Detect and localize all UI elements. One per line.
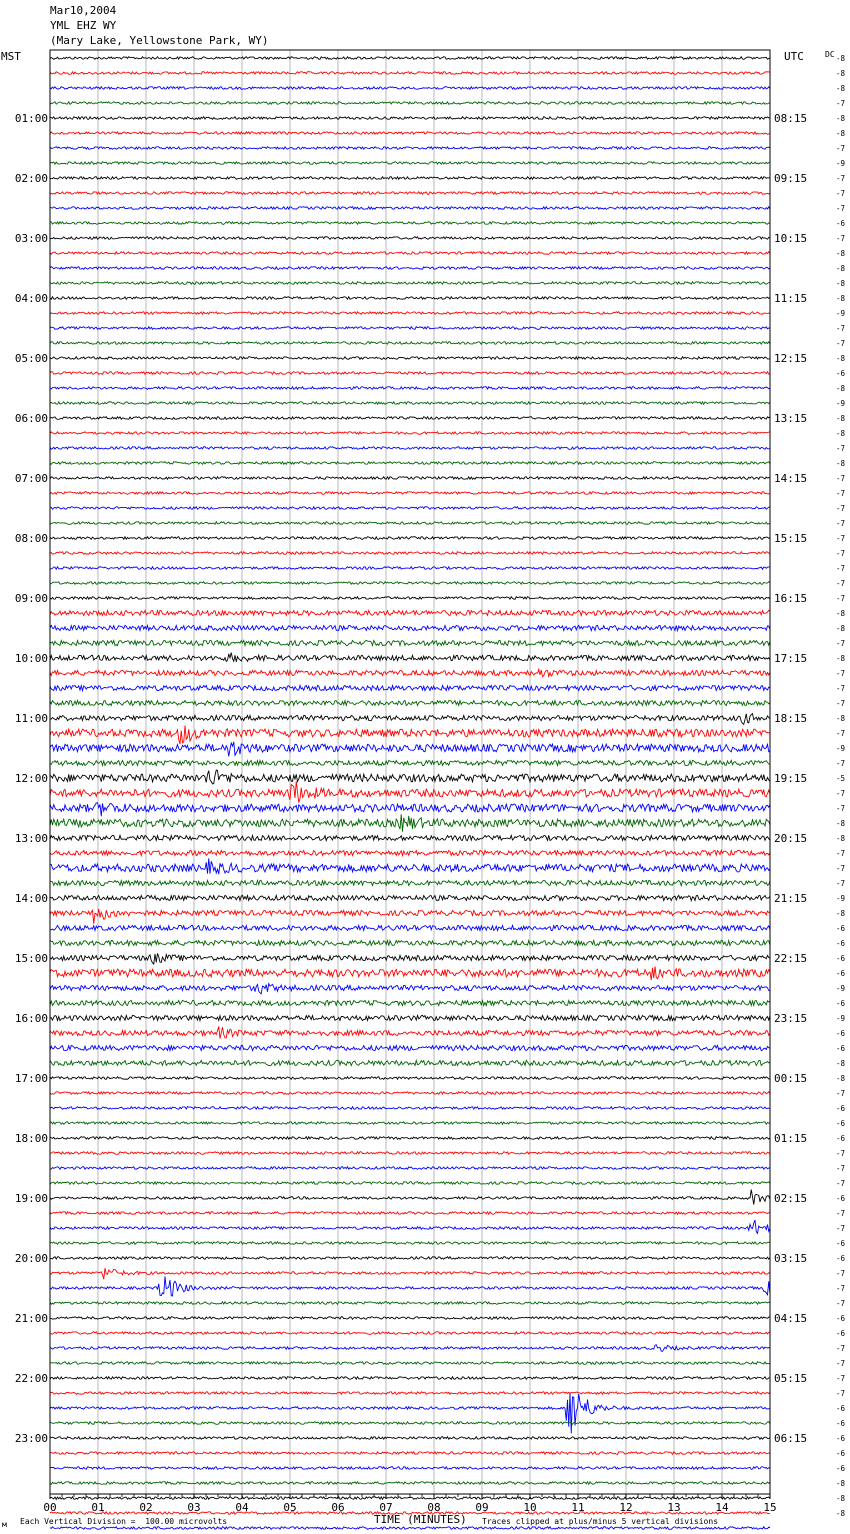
right-hour-label: 10:15 — [774, 232, 808, 245]
left-hour-label: 09:00 — [14, 592, 48, 605]
dc-offset-value: -7 — [836, 729, 846, 738]
dc-offset-value: -8 — [836, 1479, 846, 1488]
right-hour-label: 17:15 — [774, 652, 808, 665]
trace-17 — [50, 312, 770, 315]
hour-labels — [15, 54, 846, 1518]
right-hour-label: 03:15 — [774, 1252, 808, 1265]
x-tick-label-06: 06 — [331, 1501, 345, 1514]
trace-10 — [50, 207, 770, 210]
dc-offset-value: -6 — [836, 1104, 846, 1113]
dc-offset-value: -6 — [836, 1029, 846, 1038]
x-axis-title: TIME (MINUTES) — [374, 1513, 467, 1526]
right-hour-label: 01:15 — [774, 1132, 808, 1145]
trace-16 — [50, 297, 770, 300]
dc-offset-value: -7 — [836, 1164, 846, 1173]
left-hour-label: 01:00 — [14, 112, 48, 125]
dc-offset-value: -7 — [836, 489, 846, 498]
dc-offset-value: -7 — [836, 789, 846, 798]
dc-offset-value: -6 — [836, 1194, 846, 1203]
right-hour-label: 16:15 — [774, 592, 808, 605]
dc-offset-value: -6 — [836, 1329, 846, 1338]
trace-44 — [50, 714, 770, 725]
trace-39 — [50, 640, 770, 645]
dc-offset-value: -7 — [836, 549, 846, 558]
trace-11 — [50, 222, 770, 225]
left-hour-label: 04:00 — [14, 292, 48, 305]
dc-offset-value: -6 — [836, 969, 846, 978]
x-tick-label-02: 02 — [139, 1501, 153, 1514]
trace-59 — [50, 940, 770, 945]
dc-offset-value: -7 — [836, 639, 846, 648]
dc-offset-value: -7 — [836, 1269, 846, 1278]
dc-offset-value: -8 — [836, 1059, 846, 1068]
dc-offset-value: -7 — [836, 1089, 846, 1098]
trace-3 — [50, 102, 770, 105]
dc-offset-value: -6 — [836, 1314, 846, 1323]
trace-89 — [50, 1392, 770, 1395]
left-hour-label: 06:00 — [14, 412, 48, 425]
dc-offset-value: -6 — [836, 1404, 846, 1413]
footer-mark: м — [2, 1520, 7, 1529]
dc-offset-value: -7 — [836, 144, 846, 153]
dc-offset-value: -9 — [836, 309, 846, 318]
trace-43 — [50, 700, 770, 705]
trace-38 — [50, 625, 770, 630]
dc-offset-value: -6 — [836, 1044, 846, 1053]
trace-13 — [50, 252, 770, 255]
dc-offset-value: -8 — [836, 459, 846, 468]
dc-offset-value: -8 — [836, 1074, 846, 1083]
trace-82 — [50, 1276, 770, 1295]
x-tick-label-01: 01 — [91, 1501, 105, 1514]
dc-offset-value: -7 — [836, 339, 846, 348]
x-tick-label-14: 14 — [715, 1501, 729, 1514]
trace-87 — [50, 1362, 770, 1365]
dc-offset-value: -7 — [836, 504, 846, 513]
x-tick-label-07: 07 — [379, 1501, 393, 1514]
dc-offset-value: -8 — [836, 264, 846, 273]
dc-offset-value: -7 — [836, 759, 846, 768]
trace-57 — [50, 909, 770, 924]
x-tick-label-10: 10 — [523, 1501, 537, 1514]
dc-offset-value: -7 — [836, 1389, 846, 1398]
trace-54 — [50, 858, 770, 874]
trace-27 — [50, 462, 770, 465]
left-hour-label: 08:00 — [14, 532, 48, 545]
x-tick-label-15: 15 — [763, 1501, 777, 1514]
right-hour-label: 13:15 — [774, 412, 808, 425]
dc-offset-value: -7 — [836, 1224, 846, 1233]
trace-73 — [50, 1152, 770, 1155]
trace-90 — [50, 1393, 770, 1433]
trace-29 — [50, 492, 770, 495]
dc-offset-value: -7 — [836, 804, 846, 813]
trace-52 — [50, 835, 770, 840]
chart-title-station: YML EHZ WY — [50, 19, 117, 32]
right-hour-label: 15:15 — [774, 532, 808, 545]
dc-offset-value: -6 — [836, 924, 846, 933]
right-hour-label: 11:15 — [774, 292, 808, 305]
dc-offset-value: -7 — [836, 324, 846, 333]
right-hour-label: 20:15 — [774, 832, 808, 845]
trace-93 — [50, 1452, 770, 1455]
dc-offset-value: -7 — [836, 534, 846, 543]
trace-31 — [50, 522, 770, 525]
plot-frame — [50, 50, 770, 1494]
x-tick-label-04: 04 — [235, 1501, 249, 1514]
trace-95 — [50, 1482, 770, 1485]
dc-offset-value: -7 — [836, 1209, 846, 1218]
dc-offset-value: -8 — [836, 609, 846, 618]
right-hour-label: 04:15 — [774, 1312, 808, 1325]
trace-40 — [50, 653, 770, 662]
dc-offset-value: -8 — [836, 909, 846, 918]
trace-32 — [50, 537, 770, 540]
trace-85 — [50, 1332, 770, 1335]
trace-5 — [50, 132, 770, 135]
x-tick-label-05: 05 — [283, 1501, 297, 1514]
dc-offset-value: -8 — [836, 414, 846, 423]
right-hour-label: 06:15 — [774, 1432, 808, 1445]
trace-33 — [50, 552, 770, 555]
right-hour-label: 05:15 — [774, 1372, 808, 1385]
chart-title-date: Mar10,2004 — [50, 4, 117, 17]
trace-1 — [50, 72, 770, 75]
dc-offset-value: -8 — [836, 69, 846, 78]
dc-offset-value: -9 — [836, 984, 846, 993]
seismic-traces — [50, 57, 770, 1534]
dc-offset-value: -6 — [836, 1434, 846, 1443]
trace-53 — [50, 850, 770, 855]
trace-45 — [50, 726, 770, 745]
dc-offset-value: -7 — [836, 204, 846, 213]
dc-offset-value: -8 — [836, 714, 846, 723]
trace-51 — [50, 814, 770, 831]
trace-91 — [50, 1422, 770, 1425]
trace-7 — [50, 162, 770, 165]
trace-47 — [50, 760, 770, 765]
dc-offset-value: -7 — [836, 1299, 846, 1308]
trace-67 — [50, 1060, 770, 1065]
trace-41 — [50, 669, 770, 676]
x-tick-label-08: 08 — [427, 1501, 441, 1514]
trace-8 — [50, 177, 770, 180]
trace-94 — [50, 1467, 770, 1470]
trace-35 — [50, 582, 770, 585]
dc-offset-header: DC — [825, 50, 835, 59]
trace-63 — [50, 1000, 770, 1005]
right-timezone-label: UTC — [784, 50, 804, 63]
dc-offset-value: -6 — [836, 1119, 846, 1128]
trace-37 — [50, 610, 770, 615]
dc-offset-value: -7 — [836, 879, 846, 888]
trace-61 — [50, 966, 770, 980]
trace-64 — [50, 1015, 770, 1020]
trace-21 — [50, 372, 770, 375]
left-hour-label: 13:00 — [14, 832, 48, 845]
trace-74 — [50, 1167, 770, 1170]
left-hour-label: 10:00 — [14, 652, 48, 665]
trace-18 — [50, 327, 770, 330]
trace-88 — [50, 1377, 770, 1380]
left-hour-label: 23:00 — [14, 1432, 48, 1445]
dc-offset-value: -7 — [836, 1344, 846, 1353]
trace-96 — [50, 1497, 770, 1500]
dc-offset-value: -8 — [836, 1509, 846, 1518]
dc-offset-value: -8 — [836, 249, 846, 258]
trace-9 — [50, 192, 770, 195]
dc-offset-value: -7 — [836, 189, 846, 198]
trace-66 — [50, 1045, 770, 1050]
trace-24 — [50, 417, 770, 420]
x-tick-label-13: 13 — [667, 1501, 681, 1514]
dc-offset-value: -8 — [836, 384, 846, 393]
dc-offset-value: -8 — [836, 654, 846, 663]
trace-56 — [50, 895, 770, 900]
trace-79 — [50, 1242, 770, 1245]
dc-offset-value: -8 — [836, 54, 846, 63]
dc-offset-value: -6 — [836, 219, 846, 228]
left-hour-label: 03:00 — [14, 232, 48, 245]
trace-42 — [50, 685, 770, 690]
trace-70 — [50, 1107, 770, 1110]
dc-offset-value: -7 — [836, 99, 846, 108]
dc-offset-value: -7 — [836, 564, 846, 573]
dc-offset-value: -9 — [836, 744, 846, 753]
dc-offset-value: -8 — [836, 114, 846, 123]
trace-58 — [50, 925, 770, 930]
dc-offset-value: -6 — [836, 999, 846, 1008]
chart-title-location: (Mary Lake, Yellowstone Park, WY) — [50, 34, 269, 47]
dc-offset-value: -7 — [836, 699, 846, 708]
left-hour-label: 12:00 — [14, 772, 48, 785]
left-hour-label: 15:00 — [14, 952, 48, 965]
dc-offset-value: -7 — [836, 1149, 846, 1158]
clipping-note: Traces clipped at plus/minus 5 vertical divisions — [482, 1517, 719, 1526]
trace-50 — [50, 803, 770, 816]
dc-offset-value: -9 — [836, 159, 846, 168]
dc-offset-value: -9 — [836, 399, 846, 408]
trace-49 — [50, 781, 770, 802]
trace-20 — [50, 357, 770, 360]
right-hour-label: 21:15 — [774, 892, 808, 905]
trace-15 — [50, 282, 770, 285]
trace-22 — [50, 387, 770, 390]
x-axis — [43, 1494, 776, 1514]
dc-offset-value: -6 — [836, 1254, 846, 1263]
dc-offset-value: -8 — [836, 429, 846, 438]
dc-offset-value: -7 — [836, 1284, 846, 1293]
left-hour-label: 02:00 — [14, 172, 48, 185]
trace-78 — [50, 1220, 770, 1233]
dc-offset-value: -7 — [836, 234, 846, 243]
right-hour-label: 19:15 — [774, 772, 808, 785]
dc-offset-value: -8 — [836, 354, 846, 363]
trace-2 — [50, 87, 770, 90]
trace-62 — [50, 984, 770, 994]
trace-80 — [50, 1257, 770, 1260]
trace-76 — [50, 1190, 770, 1205]
dc-offset-value: -8 — [836, 834, 846, 843]
right-hour-label: 08:15 — [774, 112, 808, 125]
right-hour-label: 22:15 — [774, 952, 808, 965]
trace-25 — [50, 432, 770, 435]
dc-offset-value: -6 — [836, 1134, 846, 1143]
trace-55 — [50, 880, 770, 885]
right-hour-label: 14:15 — [774, 472, 808, 485]
dc-offset-value: -8 — [836, 294, 846, 303]
dc-offset-value: -7 — [836, 174, 846, 183]
trace-68 — [50, 1077, 770, 1080]
x-tick-label-00: 00 — [43, 1501, 57, 1514]
right-hour-label: 02:15 — [774, 1192, 808, 1205]
trace-19 — [50, 342, 770, 345]
trace-92 — [50, 1437, 770, 1440]
x-tick-label-11: 11 — [571, 1501, 585, 1514]
trace-83 — [50, 1302, 770, 1305]
dc-offset-value: -7 — [836, 669, 846, 678]
trace-69 — [50, 1092, 770, 1095]
trace-0 — [50, 57, 770, 60]
trace-71 — [50, 1122, 770, 1125]
right-hour-label: 23:15 — [774, 1012, 808, 1025]
dc-offset-value: -6 — [836, 939, 846, 948]
left-hour-label: 19:00 — [14, 1192, 48, 1205]
dc-offset-value: -8 — [836, 84, 846, 93]
dc-offset-value: -7 — [836, 474, 846, 483]
trace-60 — [50, 953, 770, 964]
dc-offset-value: -9 — [836, 1014, 846, 1023]
trace-81 — [50, 1268, 770, 1279]
dc-offset-value: -5 — [836, 774, 846, 783]
trace-26 — [50, 447, 770, 450]
left-hour-label: 18:00 — [14, 1132, 48, 1145]
right-hour-label: 18:15 — [774, 712, 808, 725]
trace-65 — [50, 1026, 770, 1038]
dc-offset-value: -9 — [836, 894, 846, 903]
dc-offset-value: -6 — [836, 1419, 846, 1428]
trace-75 — [50, 1182, 770, 1185]
left-hour-label: 11:00 — [14, 712, 48, 725]
trace-77 — [50, 1212, 770, 1215]
dc-offset-value: -6 — [836, 369, 846, 378]
dc-offset-value: -6 — [836, 1449, 846, 1458]
dc-offset-value: -7 — [836, 864, 846, 873]
dc-offset-value: -7 — [836, 849, 846, 858]
dc-offset-value: -6 — [836, 1464, 846, 1473]
trace-23 — [50, 402, 770, 405]
trace-36 — [50, 597, 770, 600]
trace-12 — [50, 237, 770, 240]
trace-86 — [50, 1345, 770, 1352]
dc-offset-value: -7 — [836, 1179, 846, 1188]
left-hour-label: 20:00 — [14, 1252, 48, 1265]
left-hour-label: 07:00 — [14, 472, 48, 485]
trace-48 — [50, 770, 770, 784]
dc-offset-value: -7 — [836, 1374, 846, 1383]
trace-72 — [50, 1137, 770, 1140]
dc-offset-value: -6 — [836, 954, 846, 963]
left-timezone-label: MST — [1, 50, 21, 63]
trace-46 — [50, 742, 770, 756]
dc-offset-value: -8 — [836, 624, 846, 633]
dc-offset-value: -8 — [836, 819, 846, 828]
right-hour-label: 12:15 — [774, 352, 808, 365]
trace-6 — [50, 147, 770, 150]
x-tick-label-12: 12 — [619, 1501, 633, 1514]
left-hour-label: 22:00 — [14, 1372, 48, 1385]
dc-offset-value: -7 — [836, 1359, 846, 1368]
dc-offset-value: -7 — [836, 594, 846, 603]
dc-offset-value: -7 — [836, 684, 846, 693]
dc-offset-value: -8 — [836, 129, 846, 138]
dc-offset-value: -7 — [836, 444, 846, 453]
right-hour-label: 09:15 — [774, 172, 808, 185]
trace-30 — [50, 507, 770, 510]
trace-14 — [50, 267, 770, 270]
right-hour-label: 00:15 — [774, 1072, 808, 1085]
left-hour-label: 05:00 — [14, 352, 48, 365]
left-hour-label: 17:00 — [14, 1072, 48, 1085]
dc-offset-value: -6 — [836, 1239, 846, 1248]
trace-84 — [50, 1317, 770, 1320]
left-hour-label: 21:00 — [14, 1312, 48, 1325]
dc-offset-value: -8 — [836, 279, 846, 288]
dc-offset-value: -7 — [836, 519, 846, 528]
dc-offset-value: -7 — [836, 579, 846, 588]
vertical-scale-note: Each Vertical Division = 100.00 microvolts — [20, 1517, 228, 1526]
trace-34 — [50, 567, 770, 570]
left-hour-label: 16:00 — [14, 1012, 48, 1025]
dc-offset-value: -8 — [836, 1494, 846, 1503]
x-tick-label-09: 09 — [475, 1501, 489, 1514]
trace-4 — [50, 117, 770, 120]
x-tick-label-03: 03 — [187, 1501, 201, 1514]
left-hour-label: 14:00 — [14, 892, 48, 905]
trace-28 — [50, 477, 770, 480]
